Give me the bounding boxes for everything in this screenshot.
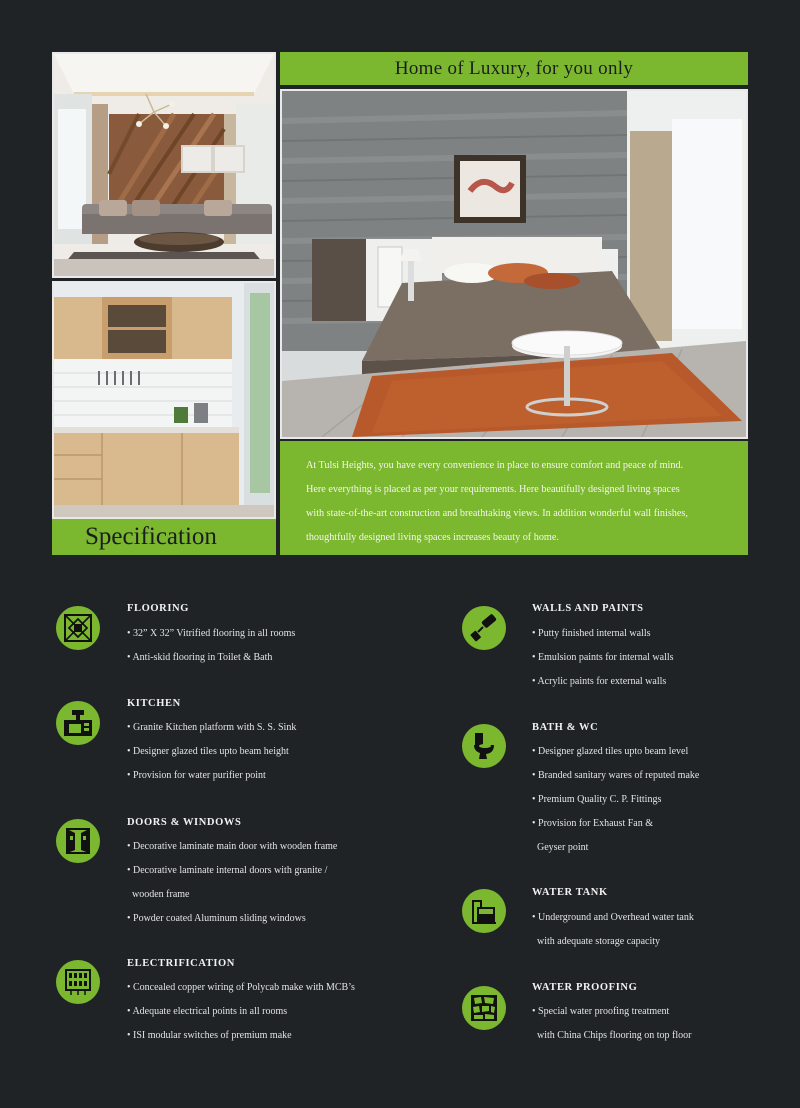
door-window-icon	[56, 819, 100, 863]
list-item: • Premium Quality C. P. Fittings	[532, 794, 662, 805]
list-item: • Special water proofing treatment	[532, 1006, 670, 1017]
list-item: • Provision for water purifier point	[127, 770, 266, 781]
list-item: • Designer glazed tiles upto beam level	[532, 746, 689, 757]
kitchen-list	[127, 716, 296, 788]
water-tank-title: WATER TANK	[532, 887, 608, 898]
flooring-list	[127, 622, 295, 670]
kitchen-stove-icon	[56, 701, 100, 745]
tagline-text: Home of Luxury, for you only	[394, 57, 634, 79]
electrification-list	[127, 976, 355, 1048]
stone-wall-icon	[462, 986, 506, 1030]
intro-line: with state-of-the-art construction and breathtaking views. In addition wonderful wall finishes,	[306, 508, 688, 519]
doors-windows-list	[127, 835, 337, 931]
water-tank-icon	[462, 889, 506, 933]
list-item: • 32” X 32” Vitrified flooring in all rooms	[127, 628, 296, 639]
water-tank-list	[532, 906, 694, 954]
list-item: • Decorative laminate internal doors with granite /	[127, 865, 328, 876]
list-item: • Emulsion paints for internal walls	[532, 652, 674, 663]
toilet-icon	[462, 724, 506, 768]
kitchen-photo	[52, 281, 276, 519]
doors-windows-title: DOORS & WINDOWS	[127, 817, 242, 828]
living-room-photo	[52, 52, 276, 278]
intro-line: Here everything is placed as per your requirements. Here beautifully designed living spaces	[306, 484, 680, 495]
tagline-banner	[280, 52, 748, 85]
list-item: with China Chips flooring on top floor	[532, 1030, 692, 1041]
list-item: • Designer glazed tiles upto beam height	[127, 746, 289, 757]
water-proofing-title: WATER PROOFING	[532, 982, 638, 993]
paint-roller-icon	[462, 606, 506, 650]
specification-banner	[52, 519, 276, 555]
water-proofing-list	[532, 1000, 691, 1048]
list-item: • Granite Kitchen platform with S. S. Sink	[127, 722, 297, 733]
intro-description	[280, 441, 748, 555]
list-item: with adequate storage capacity	[532, 936, 660, 947]
walls-paints-list	[532, 622, 674, 694]
list-item: • Provision for Exhaust Fan &	[532, 818, 653, 829]
intro-line: thoughtfully designed living spaces increases beauty of home.	[306, 532, 559, 543]
bath-wc-title: BATH & WC	[532, 722, 599, 733]
list-item: • Anti-skid flooring in Toilet & Bath	[127, 652, 273, 663]
list-item: wooden frame	[127, 889, 190, 900]
list-item: • Branded sanitary wares of reputed make	[532, 770, 700, 781]
bedroom-photo	[280, 89, 748, 439]
intro-line: At Tulsi Heights, you have every convenience in place to ensure comfort and peace of mind.	[306, 460, 684, 471]
list-item: • Acrylic paints for external walls	[532, 676, 667, 687]
electrical-panel-icon	[56, 960, 100, 1004]
list-item: • Powder coated Aluminum sliding windows	[127, 913, 306, 924]
electrification-title: ELECTRIFICATION	[127, 958, 235, 969]
list-item: • Underground and Overhead water tank	[532, 912, 694, 923]
flooring-tile-icon	[56, 606, 100, 650]
list-item: Geyser point	[532, 842, 589, 853]
flooring-title: FLOORING	[127, 603, 189, 614]
list-item: • ISI modular switches of premium make	[127, 1030, 292, 1041]
kitchen-title: KITCHEN	[127, 698, 181, 709]
list-item: • Decorative laminate main door with wooden frame	[127, 841, 338, 852]
list-item: • Putty finished internal walls	[532, 628, 651, 639]
list-item: • Adequate electrical points in all rooms	[127, 1006, 288, 1017]
bath-wc-list	[532, 740, 699, 860]
specification-title: Specification	[85, 523, 217, 550]
list-item: • Concealed copper wiring of Polycab make with MCB’s	[127, 982, 355, 993]
walls-paints-title: WALLS AND PAINTS	[532, 603, 644, 614]
